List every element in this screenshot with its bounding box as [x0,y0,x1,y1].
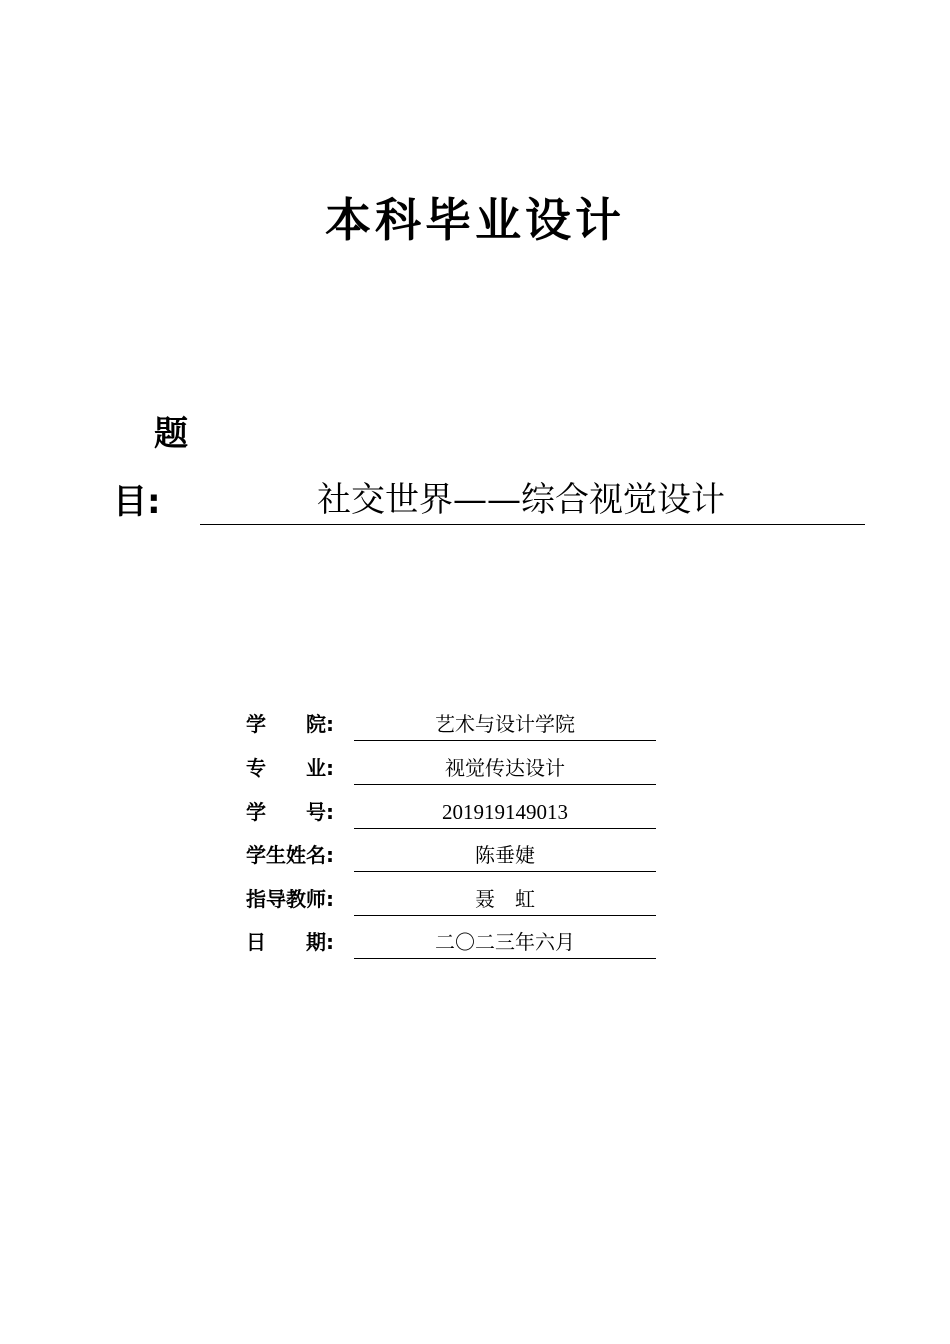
document-title: 本科毕业设计 [325,193,625,247]
advisor-label: 指导教师: [246,887,334,911]
student-id-label: 学 号: [246,800,334,824]
topic-label-first-char: 题 [154,414,188,454]
date-value: 二〇二三年六月 [354,925,656,959]
college-value: 艺术与设计学院 [354,707,656,741]
student-name-value: 陈垂婕 [354,838,656,872]
topic-value-field [200,476,865,525]
major-label: 专 业: [246,756,334,780]
advisor-value: 聂 虹 [354,882,656,916]
student-name-label: 学生姓名: [246,843,334,867]
info-row-major [246,751,656,787]
date-label: 日 期: [246,930,334,954]
student-id-value: 201919149013 [354,795,656,829]
info-row-advisor [246,882,656,918]
info-row-student-name [246,838,656,874]
info-row-date [246,925,656,961]
college-label: 学 院: [246,712,334,736]
topic-value-text: 社交世界——综合视觉设计 [317,480,725,520]
info-row-college [246,707,656,743]
major-value: 视觉传达设计 [354,751,656,785]
topic-label-second-char: 目: [113,482,161,522]
info-row-student-id [246,795,656,831]
